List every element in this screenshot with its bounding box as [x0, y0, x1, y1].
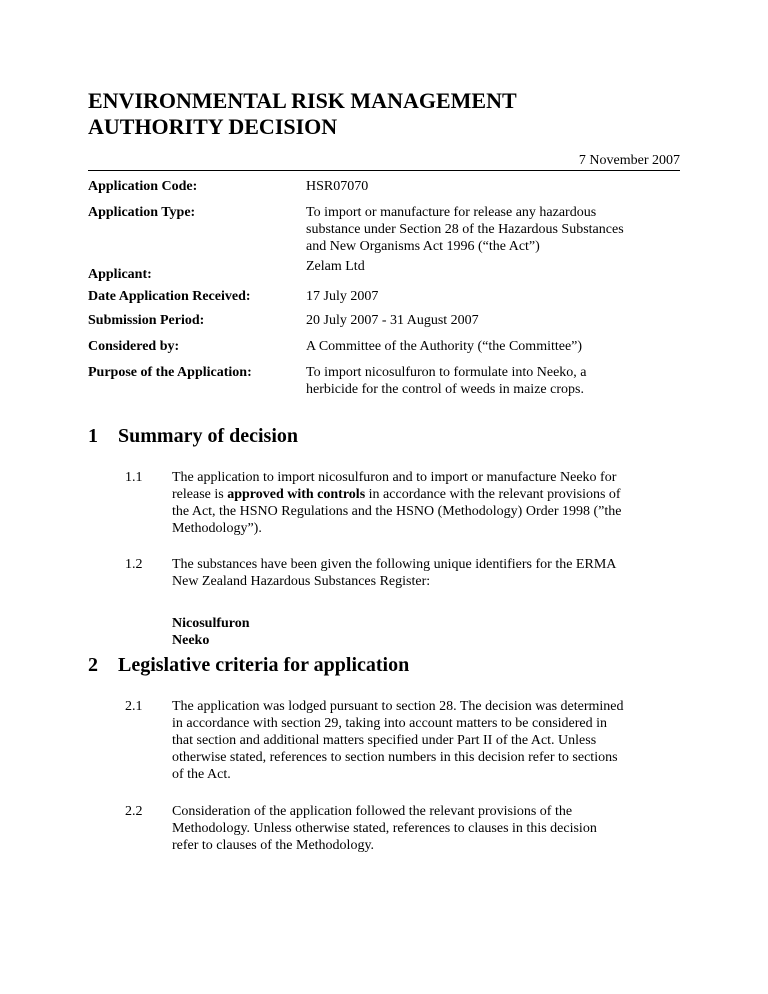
applicant-label: Applicant: [88, 267, 152, 282]
text-line: otherwise stated, references to section numbers in this decision refer to sections [172, 750, 618, 765]
submission-period-value: 20 July 2007 - 31 August 2007 [306, 313, 479, 328]
paragraph-number: 2.1 [125, 699, 143, 714]
considered-by-label: Considered by: [88, 339, 180, 354]
substance-name: Neeko [172, 633, 210, 648]
paragraph-number: 2.2 [125, 804, 143, 819]
text-line: The substances have been given the following unique identifiers for the ERMA [172, 557, 617, 572]
section-number: 2 [88, 654, 98, 676]
paragraph-text [172, 556, 680, 590]
applicant-value: Zelam Ltd [306, 259, 365, 274]
application-type-line: To import or manufacture for release any hazardous [306, 205, 597, 220]
text-line: New Zealand Hazardous Substances Register: [172, 574, 431, 589]
text-line: the Act, the HSNO Regulations and the HSNO (Methodology) Order 1998 (”the [172, 504, 622, 519]
substance-identifiers [172, 615, 250, 649]
text-line: that section and additional matters specified under Part II of the Act. Unless [172, 733, 597, 748]
paragraph-number: 1.1 [125, 470, 143, 485]
considered-by-value: A Committee of the Authority (“the Committee”) [306, 339, 583, 354]
text-line: The application to import nicosulfuron and to import or manufacture Neeko for [172, 470, 617, 485]
application-code-value: HSR07070 [306, 179, 369, 194]
paragraph-text [172, 469, 680, 537]
title-line-1: ENVIRONMENTAL RISK MANAGEMENT [88, 88, 517, 113]
text-line [172, 486, 680, 503]
application-type-label: Application Type: [88, 205, 196, 220]
application-type-line: substance under Section 28 of the Hazardous Substances [306, 222, 624, 237]
text-line: The application was lodged pursuant to section 28. The decision was determined [172, 699, 624, 714]
application-type-line: and New Organisms Act 1996 (“the Act”) [306, 239, 540, 254]
application-code-label: Application Code: [88, 179, 198, 194]
text-line: Consideration of the application followed the relevant provisions of the [172, 804, 573, 819]
date-received-value: 17 July 2007 [306, 289, 379, 304]
text-line: Methodology”). [172, 521, 262, 536]
text-run: in accordance with the relevant provisions of [365, 487, 621, 502]
section-number: 1 [88, 425, 98, 447]
purpose-label: Purpose of the Application: [88, 365, 252, 380]
substance-name: Nicosulfuron [172, 616, 250, 631]
section-1-heading [88, 425, 298, 448]
paragraph-text [172, 698, 680, 783]
text-line: refer to clauses of the Methodology. [172, 838, 375, 853]
text-line: of the Act. [172, 767, 231, 782]
section-title: Summary of decision [118, 425, 298, 447]
submission-period-label: Submission Period: [88, 313, 205, 328]
document-title [88, 88, 688, 140]
decision-date: 7 November 2007 [578, 153, 680, 168]
purpose-value [306, 364, 680, 398]
section-2-heading [88, 654, 409, 677]
section-title: Legislative criteria for application [118, 654, 410, 676]
purpose-line: To import nicosulfuron to formulate into Neeko, a [306, 365, 587, 380]
paragraph-text [172, 803, 680, 854]
text-run: release is [172, 487, 228, 502]
date-received-label: Date Application Received: [88, 289, 251, 304]
text-line: in accordance with section 29, taking into account matters to be considered in [172, 716, 608, 731]
header-divider [88, 170, 680, 171]
title-line-2: AUTHORITY DECISION [88, 114, 338, 139]
decision-outcome: approved with controls [227, 487, 366, 502]
text-line: Methodology. Unless otherwise stated, references to clauses in this decision [172, 821, 597, 836]
application-type-value [306, 204, 680, 255]
paragraph-number: 1.2 [125, 557, 143, 572]
purpose-line: herbicide for the control of weeds in maize crops. [306, 382, 584, 397]
